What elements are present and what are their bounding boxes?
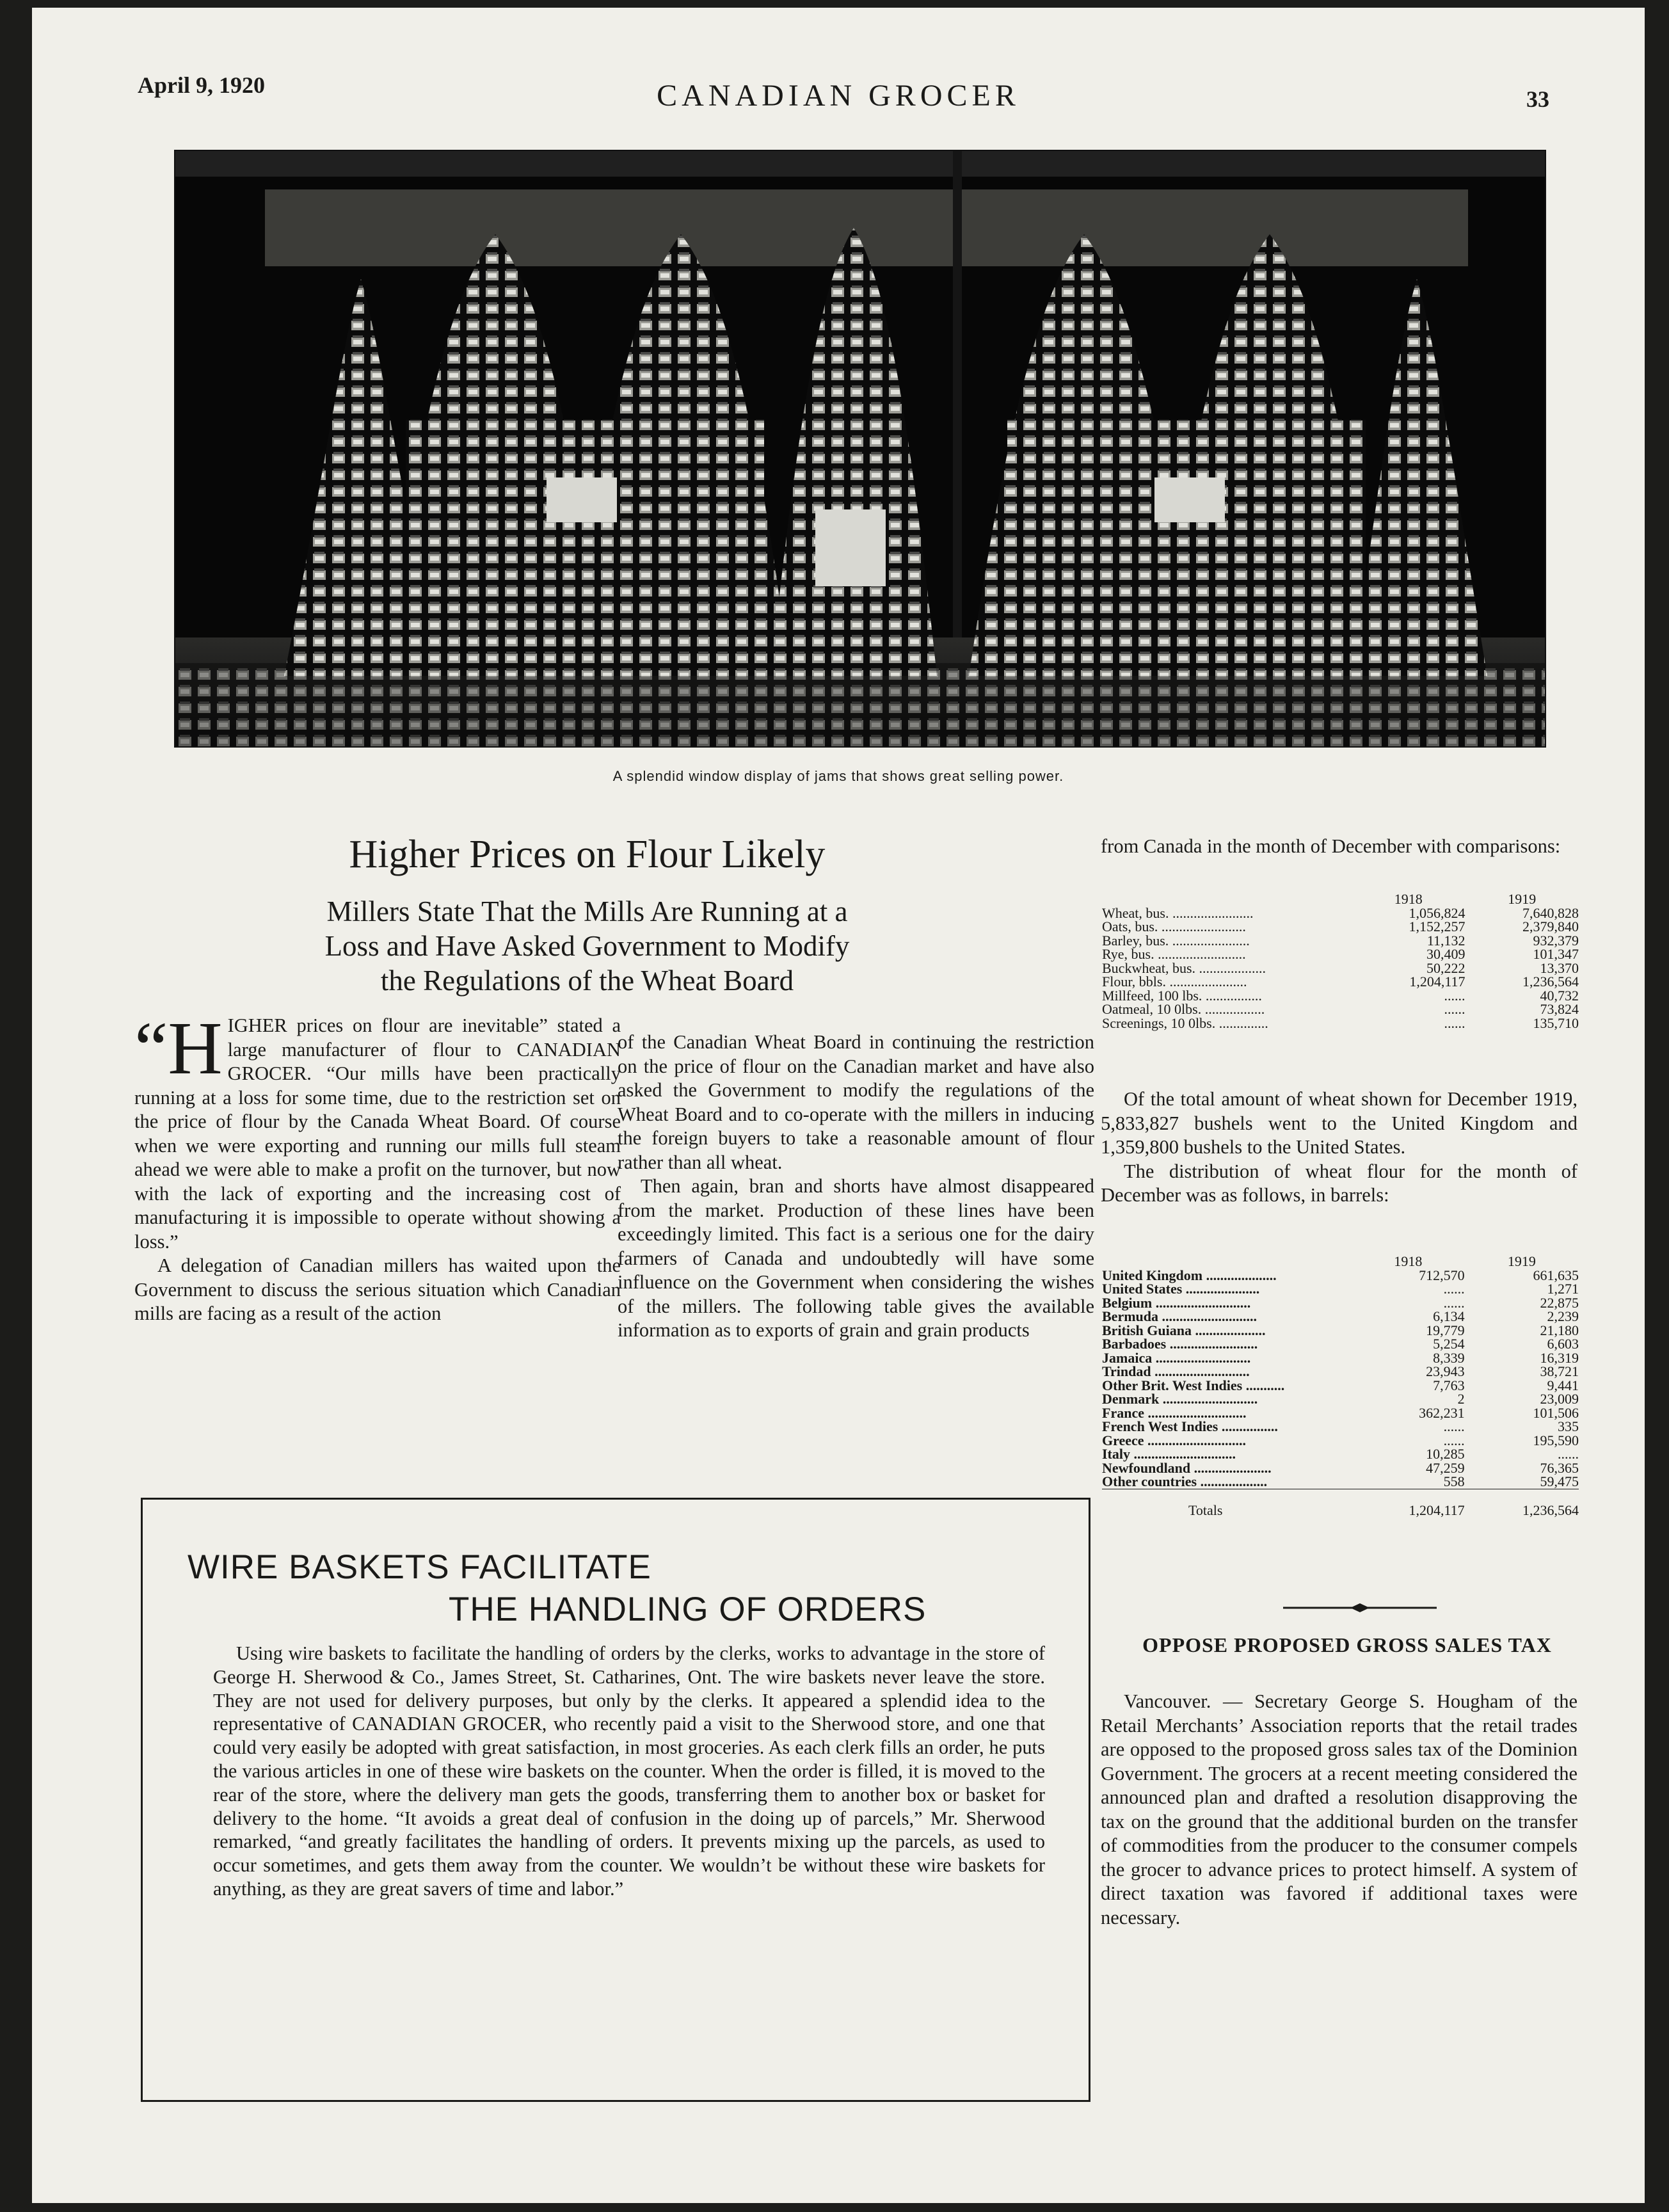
table-row	[1102, 989, 1579, 1003]
value-1918: 1,152,257	[1409, 918, 1465, 934]
box-headline-line-2: THE HANDLING OF ORDERS	[449, 1591, 927, 1628]
value-1918: 10,285	[1426, 1446, 1465, 1462]
grain-exports-rows	[1102, 906, 1579, 1030]
row-label: United Kingdom ....................	[1102, 1267, 1277, 1283]
drop-cap-letter: H	[168, 1006, 223, 1090]
value-1918: 50,222	[1426, 959, 1465, 976]
value-1918: ......	[1443, 1418, 1465, 1434]
column-header: 1919	[1507, 1253, 1536, 1269]
value-1919: 40,732	[1540, 987, 1579, 1004]
value-1918: ......	[1444, 1014, 1465, 1031]
gross-sales-headline: OPPOSE PROPOSED GROSS SALES TAX	[1142, 1633, 1552, 1656]
value-1918: 19,779	[1426, 1322, 1465, 1338]
value-1918: 23,943	[1426, 1363, 1465, 1379]
value-1919: 21,180	[1540, 1322, 1579, 1338]
row-label: Trindad ...........................	[1102, 1363, 1250, 1379]
row-label: Millfeed, 100 lbs. ................	[1102, 987, 1262, 1004]
value-1918: 1,204,117	[1409, 974, 1465, 990]
row-label: French West Indies ................	[1102, 1418, 1278, 1434]
total-label: Totals	[1102, 1489, 1352, 1517]
table-row	[1102, 1269, 1579, 1283]
grain-exports-table	[1102, 892, 1579, 1030]
flour-distribution-table	[1102, 1254, 1579, 1517]
value-1919: 195,590	[1533, 1432, 1579, 1448]
value-1919: 38,721	[1540, 1363, 1579, 1379]
table-row	[1102, 1016, 1579, 1030]
value-1918: 1,056,824	[1409, 904, 1465, 921]
table-row	[1102, 1282, 1579, 1296]
table-row	[1102, 1351, 1579, 1365]
value-1919: 101,506	[1533, 1404, 1579, 1421]
value-1919: 101,347	[1533, 946, 1579, 962]
value-1919: 23,009	[1540, 1391, 1579, 1407]
table-row	[1102, 906, 1579, 920]
publication-title: CANADIAN GROCER	[657, 79, 1020, 113]
article-subheadline	[230, 894, 944, 998]
table-row	[1102, 975, 1579, 989]
table-row	[1102, 934, 1579, 948]
subheadline-line: Loss and Have Asked Government to Modify	[324, 930, 850, 962]
row-label: Barbadoes .........................	[1102, 1336, 1258, 1352]
value-1918: ......	[1443, 1281, 1465, 1297]
magazine-page	[32, 8, 1645, 2203]
row-label: Italy .............................	[1102, 1446, 1236, 1462]
table-row	[1102, 1461, 1579, 1475]
row-label: Wheat, bus. .......................	[1102, 904, 1254, 921]
value-1919: 932,379	[1533, 932, 1579, 949]
row-label: Belgium ...........................	[1102, 1294, 1251, 1311]
drop-cap	[134, 1006, 223, 1090]
column-header: 1918	[1394, 1253, 1423, 1269]
value-1919: 73,824	[1540, 1001, 1579, 1017]
value-1918: 11,132	[1426, 932, 1465, 949]
article-column-3-body	[1101, 1087, 1577, 1208]
row-label: United States .....................	[1102, 1281, 1260, 1297]
table-header-row	[1102, 1254, 1579, 1269]
jam-window-display-photo	[174, 150, 1546, 748]
row-label: Oatmeal, 10 0lbs. .................	[1102, 1001, 1265, 1017]
row-label: Screenings, 10 0lbs. ..............	[1102, 1014, 1268, 1031]
article-paragraph: The distribution of wheat flour for the month of December was as follows, in barrels:	[1101, 1160, 1577, 1206]
value-1918: 7,763	[1433, 1377, 1465, 1393]
issue-date: April 9, 1920	[138, 72, 266, 98]
flour-distribution-rows	[1102, 1269, 1579, 1489]
value-1919: 59,475	[1540, 1473, 1579, 1489]
table-row	[1102, 1365, 1579, 1379]
table-row	[1102, 1392, 1579, 1406]
value-1919: 16,319	[1540, 1349, 1579, 1366]
value-1918: ......	[1444, 1001, 1465, 1017]
article-paragraph: Vancouver. — Secretary George S. Hougham of the Retail Merchants’ Association reports that the retail trades are opposed to the proposed gross sales tax of the Dominion Government. The grocers at a recent meeting considered the announced plan and drafted a resolution disapproving the tax on the ground that the additional burden on the transfer of commodities from the producer to the consumer compels the grocer to advance prices to protect himself. A system of direct taxation was favored if additional taxes were necessary.	[1101, 1690, 1577, 1928]
value-1919: 135,710	[1533, 1014, 1579, 1031]
row-label: Greece ............................	[1102, 1432, 1247, 1448]
value-1919: 13,370	[1540, 959, 1579, 976]
table-row	[1102, 961, 1579, 975]
article-headline: Higher Prices on Flour Likely	[349, 833, 826, 876]
subheadline-line: the Regulations of the Wheat Board	[380, 965, 794, 997]
article-paragraph: of the Canadian Wheat Board in continuing the restriction on the price of flour on the Canadian market and have also asked the Government to modify the regulations of the Wheat Board and to co-operate with the millers in inducing the foreign buyers to take a reasonable amount of flour rather than all wheat.	[618, 1031, 1094, 1173]
table-row	[1102, 1310, 1579, 1324]
article-paragraph: from Canada in the month of December with comparisons:	[1101, 835, 1561, 857]
row-label: Other countries ...................	[1102, 1473, 1268, 1489]
table-row	[1102, 1337, 1579, 1351]
value-1918: ......	[1443, 1294, 1465, 1311]
value-1919: ......	[1558, 1446, 1579, 1462]
value-1919: 6,603	[1547, 1336, 1579, 1352]
column-header: 1918	[1394, 891, 1423, 907]
row-label: Denmark ...........................	[1102, 1391, 1258, 1407]
article-paragraph: A delegation of Canadian millers has waited upon the Government to discuss the serious situation which Canadian mills are facing as a result of the action	[134, 1254, 621, 1324]
value-1918: ......	[1443, 1432, 1465, 1448]
row-label: Jamaica ...........................	[1102, 1349, 1251, 1366]
value-1919: 661,635	[1533, 1267, 1579, 1283]
box-paragraph: Using wire baskets to facilitate the handling of orders by the clerks, works to advantage in the store of George H. Sherwood & Co., James Street, St. Catharines, Ont. The wire baskets never leave the store. They are not used for delivery purposes, but only by the clerks. It appeared a splendid idea to the representative of CANADIAN GROCER, who recently paid a visit to the Sherwood store, and one that could very easily be adopted with great satisfaction, in most groceries. As each clerk fills an order, he puts the various articles in one of these wire baskets on the counter. When the order is filled, it is moved to the rear of the store, where the delivery man gets the goods, transferring them to another box or basket for delivery to the home. “It avoids a great deal of confusion in the doing up of parcels,” Mr. Sherwood remarked, “and greatly facilitates the handling of orders. It prevents mixing up the parcels, as used to occur sometimes, and gets them away from the counter. We wouldn’t be without these wire baskets for anything, as they are great savers of time and labor.”	[213, 1642, 1045, 1900]
photo-caption: A splendid window display of jams that shows great selling power.	[612, 768, 1064, 784]
table-row	[1102, 1475, 1579, 1489]
article-column-3-intro	[1101, 835, 1577, 859]
table-row	[1102, 1420, 1579, 1434]
row-label: Bermuda ...........................	[1102, 1308, 1257, 1324]
value-1919: 2,239	[1547, 1308, 1579, 1324]
row-label: Rye, bus. .........................	[1102, 946, 1246, 962]
value-1918: 712,570	[1419, 1267, 1465, 1283]
drop-cap-quote: “	[134, 1006, 168, 1090]
table-row	[1102, 1379, 1579, 1393]
total-1918: 1,204,117	[1352, 1489, 1465, 1517]
jam-pyramids-illustration	[175, 151, 1545, 746]
table-row	[1102, 920, 1579, 934]
subheadline-line: Millers State That the Mills Are Running at a	[326, 895, 848, 927]
value-1919: 7,640,828	[1522, 904, 1579, 921]
table-row	[1102, 947, 1579, 961]
row-label: France ............................	[1102, 1404, 1247, 1421]
table-header-row	[1102, 892, 1579, 906]
wire-baskets-box	[141, 1498, 1090, 2102]
article-paragraph: Of the total amount of wheat shown for December 1919, 5,833,827 bushels went to the United Kingdom and 1,359,800 bushels to the United States.	[1101, 1088, 1577, 1158]
value-1918: 362,231	[1419, 1404, 1465, 1421]
value-1919: 2,379,840	[1522, 918, 1579, 934]
table-row	[1102, 1002, 1579, 1016]
row-label: Barley, bus. ......................	[1102, 932, 1250, 949]
value-1918: 5,254	[1433, 1336, 1465, 1352]
article-paragraph-text: IGHER prices on flour are inevitable” stated a large manufacturer of flour to CANADIAN GROCER. “Our mills have been practically running at a loss for some time, due to the restriction set on the price of flour by the Canada Wheat Board. Of course when we were exporting and running our mills full steam ahead we were able to make a profit on the turnover, but now with the lack of exporting and the increasing cost of manufacturing it is impossible to operate without showing a loss.”	[134, 1014, 621, 1253]
table-row	[1102, 1296, 1579, 1310]
article-paragraph	[134, 1006, 621, 1254]
table-total-row	[1102, 1489, 1579, 1517]
value-1918: 558	[1443, 1473, 1465, 1489]
value-1918: 2	[1457, 1391, 1465, 1407]
page-number: 33	[1526, 86, 1549, 112]
table-row	[1102, 1447, 1579, 1461]
table-row	[1102, 1434, 1579, 1448]
row-label: British Guiana ....................	[1102, 1322, 1266, 1338]
gross-sales-article	[1101, 1690, 1577, 1930]
value-1918: 30,409	[1426, 946, 1465, 962]
row-label: Flour, bbls. ......................	[1102, 974, 1247, 990]
value-1919: 1,271	[1547, 1281, 1579, 1297]
table-row	[1102, 1324, 1579, 1338]
total-1919: 1,236,564	[1465, 1489, 1579, 1517]
article-column-1	[134, 1006, 621, 1326]
box-body	[213, 1642, 1045, 1901]
value-1919: 335	[1558, 1418, 1579, 1434]
value-1919: 9,441	[1547, 1377, 1579, 1393]
box-headline-line-1: WIRE BASKETS FACILITATE	[188, 1548, 651, 1586]
value-1918: ......	[1444, 987, 1465, 1004]
row-label: Oats, bus. ........................	[1102, 918, 1246, 934]
value-1918: 47,259	[1426, 1459, 1465, 1476]
row-label: Newfoundland ......................	[1102, 1459, 1272, 1476]
section-divider-ornament	[1283, 1603, 1437, 1613]
value-1919: 76,365	[1540, 1459, 1579, 1476]
table-row	[1102, 1406, 1579, 1420]
row-label: Other Brit. West Indies ...........	[1102, 1377, 1285, 1393]
value-1918: 8,339	[1433, 1349, 1465, 1366]
article-paragraph: Then again, bran and shorts have almost disappeared from the market. Production of these lines have been exceedingly limited. This fact is a serious one for the dairy farmers of Canada and undoubtedly will have some influence on the Government when considering the wishes of the millers. The following table gives the available information as to exports of grain and grain products	[618, 1175, 1094, 1341]
value-1918: 6,134	[1433, 1308, 1465, 1324]
value-1919: 22,875	[1540, 1294, 1579, 1311]
value-1919: 1,236,564	[1522, 974, 1579, 990]
row-label: Buckwheat, bus. ...................	[1102, 959, 1266, 976]
column-header: 1919	[1508, 891, 1537, 907]
article-column-2	[618, 1030, 1094, 1343]
